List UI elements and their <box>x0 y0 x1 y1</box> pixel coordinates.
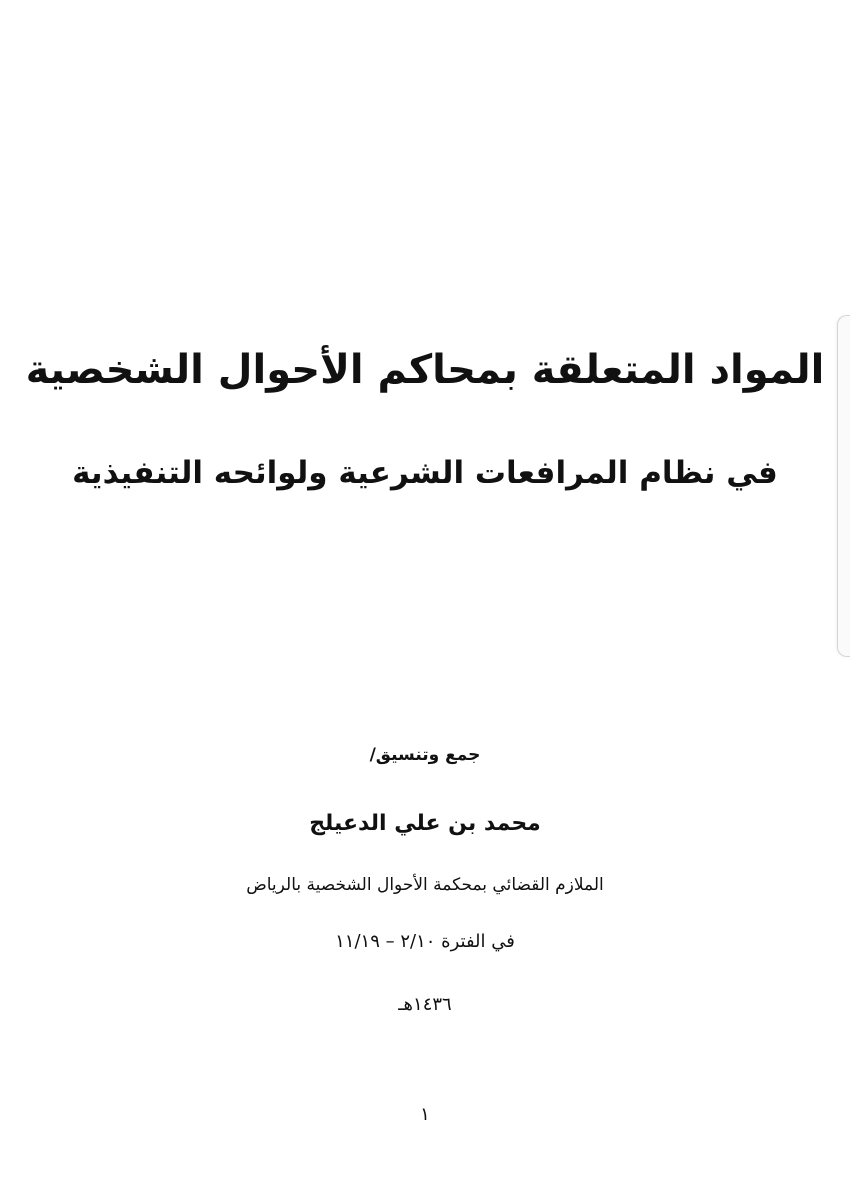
period-text: في الفترة ٢/١٠ – ١١/١٩ <box>335 931 515 952</box>
compiled-by-label: جمع وتنسيق/ <box>369 745 481 765</box>
page-number: ١ <box>420 1104 430 1125</box>
document-subtitle: في نظام المرافعات الشرعية ولوائحه التنفيذية <box>72 455 778 491</box>
document-title: المواد المتعلقة بمحاكم الأحوال الشخصية <box>25 347 825 393</box>
author-role: الملازم القضائي بمحكمة الأحوال الشخصية بالرياض <box>246 875 604 895</box>
hijri-year: ١٤٣٦هـ <box>398 994 452 1015</box>
author-name: محمد بن علي الدعيلج <box>309 811 541 836</box>
scrollbar[interactable] <box>837 315 850 657</box>
